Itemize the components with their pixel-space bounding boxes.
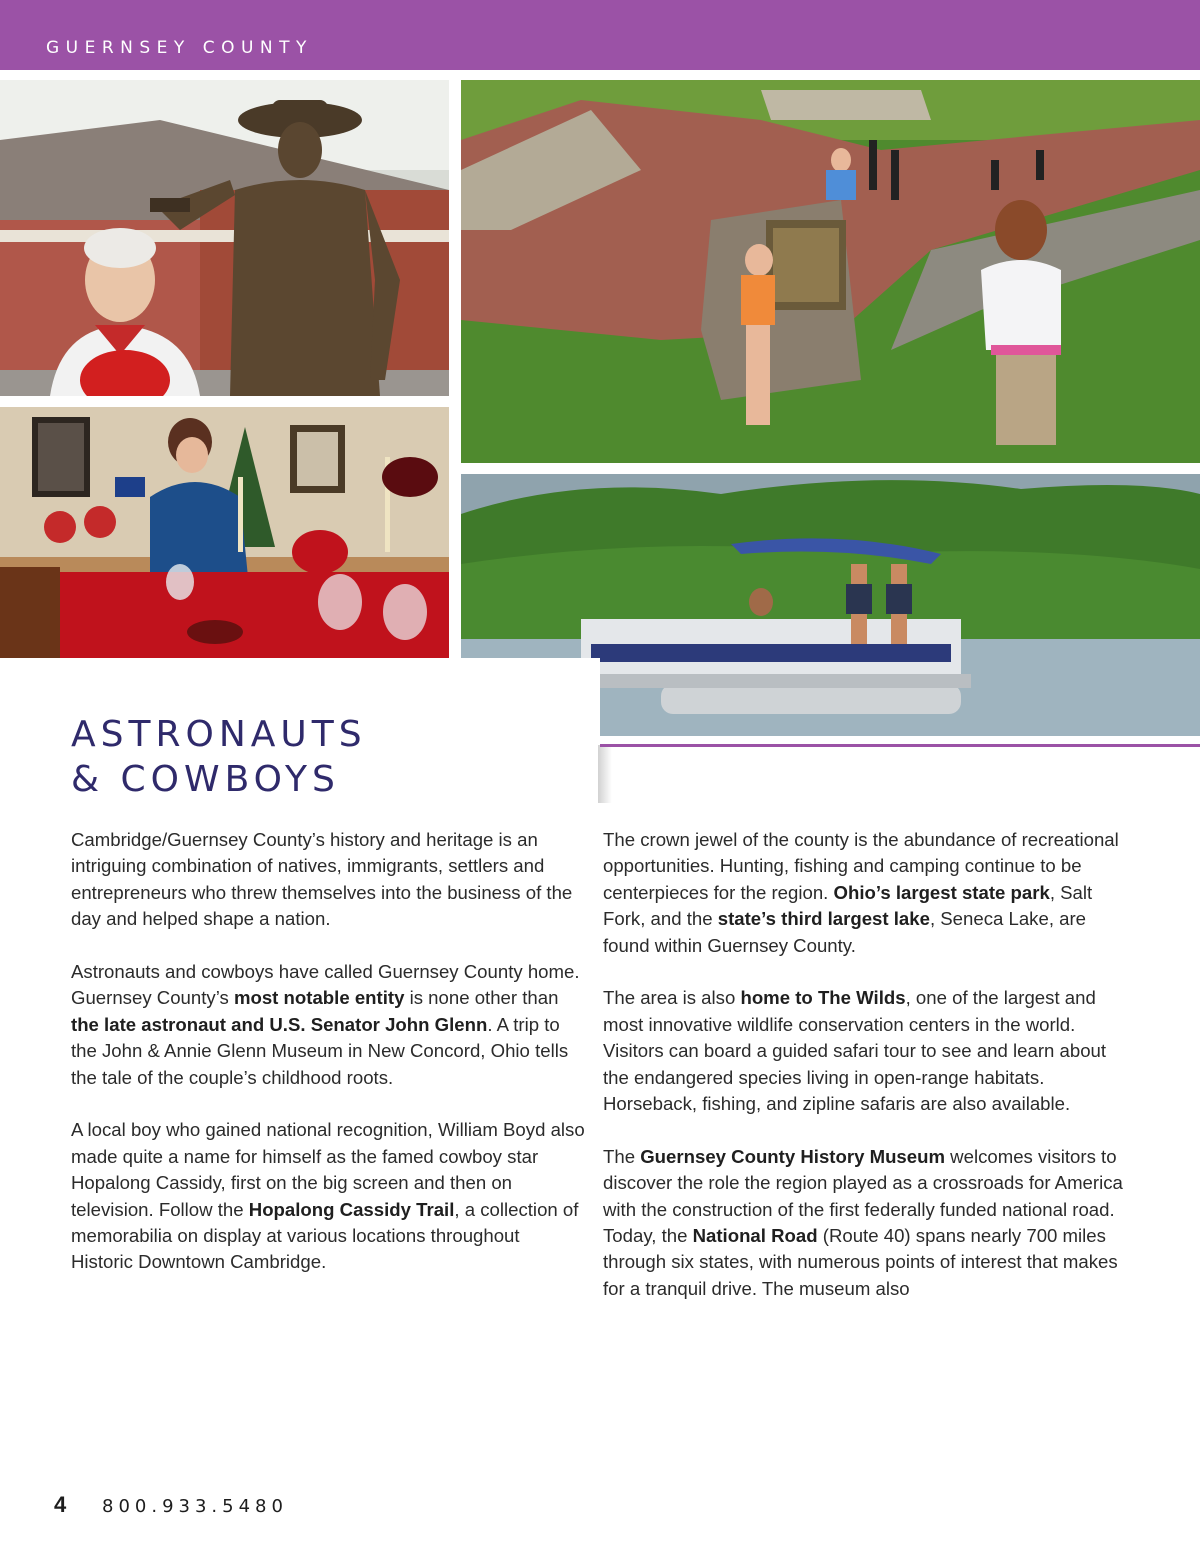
body-paragraph xyxy=(603,1144,1123,1302)
article-title-line-2: & COWBOYS xyxy=(71,759,340,800)
emphasis-text: Ohio’s largest state park xyxy=(833,881,1050,903)
header-bar xyxy=(0,0,1200,70)
article-title-line-1: ASTRONAUTS xyxy=(71,714,367,755)
emphasis-text: state’s third largest lake xyxy=(717,908,930,930)
body-text: is none other than xyxy=(404,987,559,1009)
emphasis-text: most notable entity xyxy=(233,987,405,1009)
emphasis-text: home to The Wilds xyxy=(740,987,906,1009)
body-text: The crown jewel of the county is the abundance of recreational opportunities. Hunting, fishing and camping continue to be centerpieces for the region. xyxy=(603,829,1119,903)
holiday-dining-room-photo xyxy=(0,407,449,658)
title-panel-shadow xyxy=(598,745,612,803)
page-number: 4 xyxy=(54,1492,67,1517)
accent-rule xyxy=(600,744,1200,747)
body-text: The area is also xyxy=(603,987,741,1009)
body-text: The xyxy=(603,1145,641,1167)
body-paragraph xyxy=(71,827,586,933)
body-text: welcomes visitors to discover the role the region played as a crossroads for America with the construction of the first federally funded national road. Today, the xyxy=(603,1145,1123,1247)
body-text: Cambridge/Guernsey County’s history and heritage is an intriguing combination of natives, immigrants, settlers and entrepreneurs who threw themselves into the business of the day and helped shape a nation. xyxy=(71,829,573,930)
cowboy-statue-photo xyxy=(0,80,449,396)
emphasis-text: Guernsey County History Museum xyxy=(640,1145,946,1167)
emphasis-text: the late astronaut and U.S. Senator John Glenn xyxy=(71,1013,488,1035)
body-text: . A trip to the John & Annie Glenn Museum in New Concord, Ohio tells the tale of the couple’s childhood roots. xyxy=(71,1013,569,1088)
body-column-left xyxy=(71,827,586,1302)
children-at-monument-photo xyxy=(461,80,1200,463)
body-text: Astronauts and cowboys have called Guernsey County home. Guernsey County’s xyxy=(71,961,580,1009)
body-text: , one of the largest and most innovative wildlife conservation centers in the world. Visitors can board a guided safari tour to see and learn about the endangered species living in open-range habitats. Horseback, fishing, and zipline safaris are also available. xyxy=(603,987,1107,1115)
body-text: , Seneca Lake, are found within Guernsey County. xyxy=(603,908,1087,956)
footer-phone-number: 800.933.5480 xyxy=(102,1496,288,1517)
body-text: , Salt Fork, and the xyxy=(603,881,1093,930)
body-paragraph xyxy=(603,985,1123,1117)
header-title: GUERNSEY COUNTY xyxy=(46,38,313,58)
body-paragraph xyxy=(71,1117,586,1275)
body-text: (Route 40) spans nearly 700 miles through six states, with numerous points of interest that makes for a tranquil drive. The museum also xyxy=(603,1225,1118,1299)
body-text: A local boy who gained national recognition, William Boyd also made quite a name for himself as the famed cowboy star Hopalong Cassidy, first on the big screen and then on television. Follow the xyxy=(71,1119,585,1220)
body-text: , a collection of memorabilia on display at various locations throughout Historic Downtown Cambridge. xyxy=(71,1198,579,1273)
article-title xyxy=(71,712,367,802)
body-paragraph xyxy=(71,959,586,1091)
body-column-right xyxy=(603,827,1123,1329)
body-paragraph xyxy=(603,827,1123,959)
emphasis-text: National Road xyxy=(692,1225,818,1247)
emphasis-text: Hopalong Cassidy Trail xyxy=(248,1198,455,1220)
